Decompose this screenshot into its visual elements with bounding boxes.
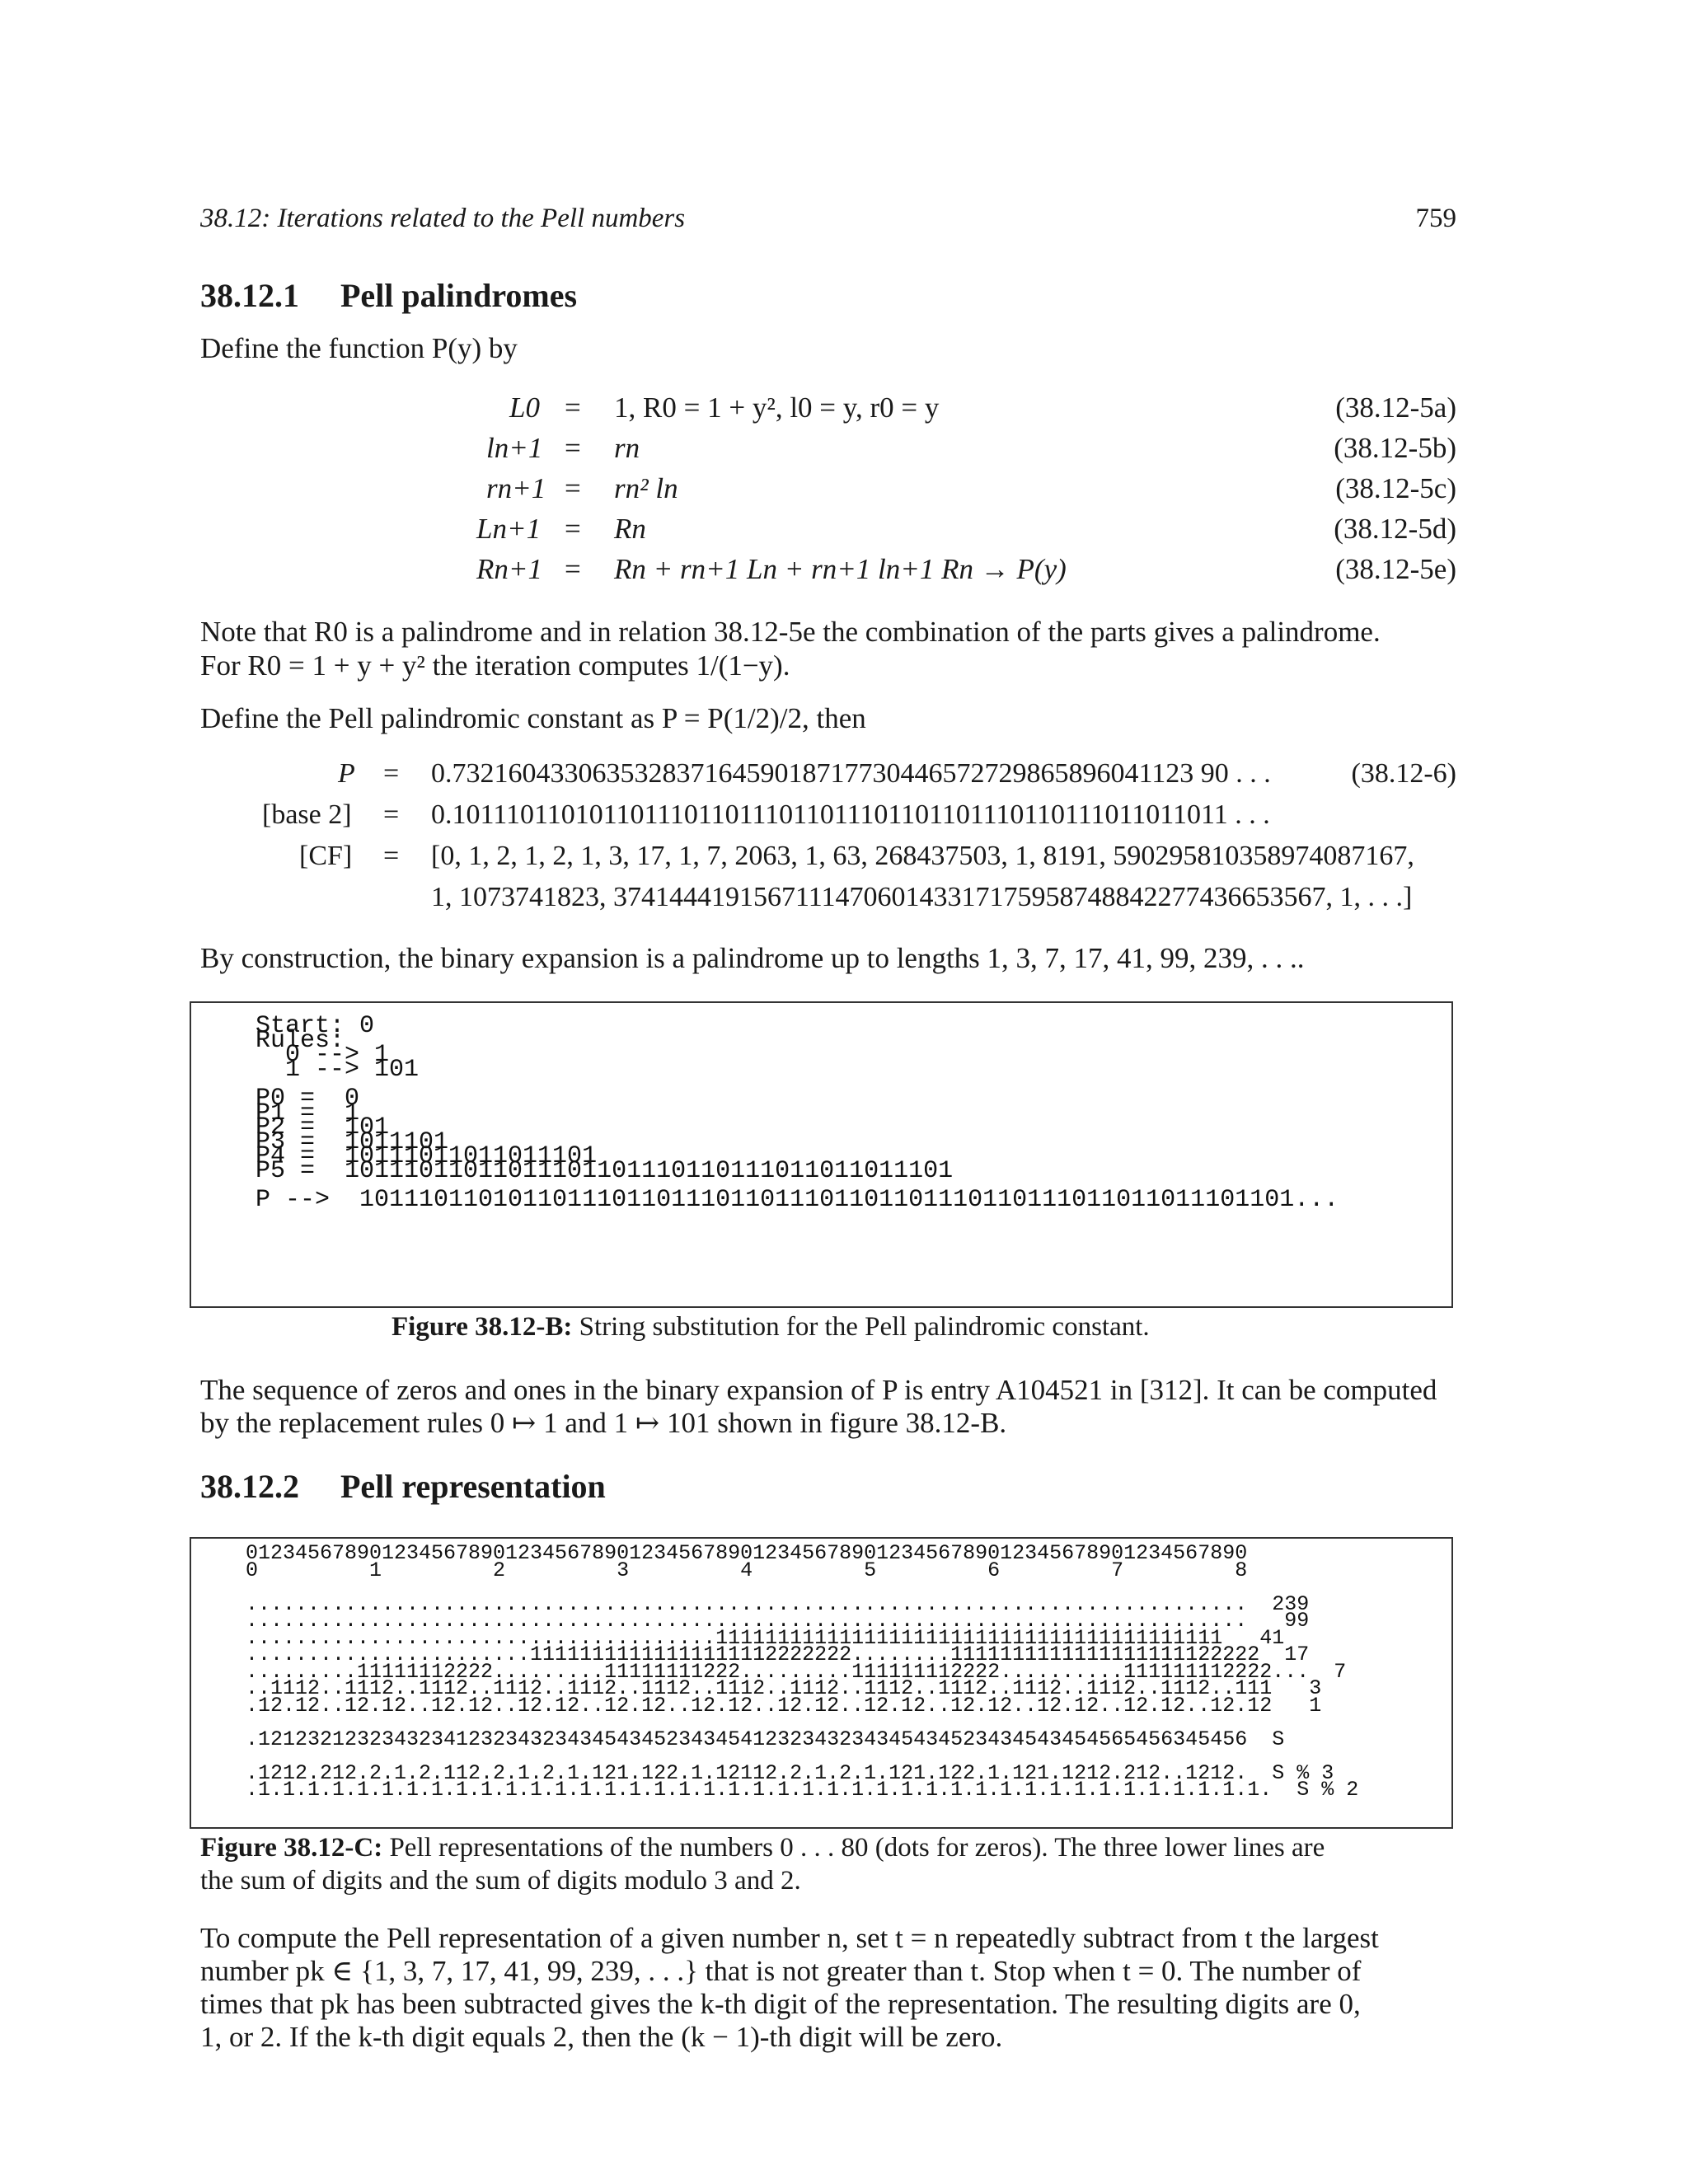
constant-value: [0, 1, 2, 1, 2, 1, 3, 17, 1, 7, 2063, 1, 63, 268437503, 1, 8191, 590295810358974087167, [431, 841, 1414, 871]
section-title: Pell representation [340, 1468, 606, 1505]
equation-row [0, 553, 1688, 591]
constant-value: 0.101110110101101110110111011011101101101110110111011011011 . . . [431, 799, 1270, 830]
figure-c-caption [200, 1831, 1325, 1897]
construction-text: By construction, the binary expansion is a palindrome up to lengths 1, 3, 7, 17, 41, 99, 239, . . .. [200, 942, 1305, 974]
note-line-1: Note that R0 is a palindrome and in relation 38.12-5e the combination of the parts gives a palindrome. [200, 616, 1381, 648]
constant-value: 0.73216043306353283716459018717730446572729865896041123 90 . . . [431, 758, 1271, 789]
after-figure-b-line-2: by the replacement rules 0 ↦ 1 and 1 ↦ 101 shown in figure 38.12-B. [200, 1407, 1007, 1439]
equation-row [0, 391, 1688, 429]
equation-rhs: Rn [614, 513, 646, 545]
equation-rhs: rn² ln [614, 472, 678, 504]
equation-tag: (38.12-5c) [1335, 472, 1456, 504]
equals-sign: = [565, 472, 581, 504]
equals-sign: = [565, 432, 581, 464]
equals-sign: = [565, 553, 581, 585]
equals-sign: = [383, 799, 400, 830]
section-number: 38.12.1 [200, 277, 299, 314]
constant-label: P [338, 758, 355, 789]
section-title: Pell palindromes [340, 277, 578, 314]
caption-text: Pell representations of the numbers 0 . . . 80 (dots for zeros). The three lower lines are [389, 1833, 1325, 1863]
equation-tag: (38.12-6) [1351, 758, 1456, 789]
caption-label: Figure 38.12-B: [392, 1312, 573, 1342]
paragraph-line: number pk ∈ {1, 3, 7, 17, 41, 99, 239, . . .} that is not greater than t. Stop when t = 0. The number of [200, 1955, 1362, 1987]
equation-lhs: rn+1 [486, 472, 546, 504]
caption-line-1 [200, 1831, 1325, 1864]
equation-rhs: rn [614, 432, 640, 464]
caption-label: Figure 38.12-C: [200, 1833, 383, 1863]
note-line-2: For R0 = 1 + y + y² the iteration computes 1/(1−y). [200, 649, 790, 682]
final-paragraph [200, 1922, 1379, 2054]
equation-tag: (38.12-5e) [1335, 553, 1456, 585]
constant-value: 1, 1073741823, 374144419156711147060143317175958748842277436653567, 1, . . .] [431, 882, 1413, 912]
constant-row-cf [0, 841, 1688, 879]
constant-row-cf-cont [0, 882, 1688, 920]
running-head: 38.12: Iterations related to the Pell numbers [200, 204, 686, 233]
equation-row [0, 472, 1688, 510]
section-heading-1 [200, 276, 577, 315]
section-heading-2 [200, 1467, 606, 1506]
after-figure-b-line-1: The sequence of zeros and ones in the binary expansion of P is entry A104521 in [312]. It can be computed [200, 1374, 1437, 1406]
equation-tag: (38.12-5b) [1334, 432, 1456, 464]
figure-b-box [190, 1001, 1453, 1308]
paragraph-line: times that pk has been subtracted gives the k-th digit of the representation. The resulting digits are 0, [200, 1988, 1361, 2020]
caption-line-2: the sum of digits and the sum of digits modulo 3 and 2. [200, 1866, 801, 1896]
constant-label: [base 2] [262, 799, 352, 830]
constant-row-base2 [0, 799, 1688, 837]
figure-c-box [190, 1537, 1453, 1829]
equation-row [0, 432, 1688, 470]
intro-text: Define the function P(y) by [200, 332, 518, 364]
figure-c-code: 012345678901234567890123456789012345678901234567890123456789012345678901234567890 0 1 2 3 4 5 6 7 8 ................................................................................. 239 ................................................................................. 99 ......................................11111111111111111111111111111111111111111 41 .......................11111111111111111112222222........1111111111111111111122222 17 .........11111112222.........11111111222.........111111112222..........111111112222... 7 ..1112..1112..1112..1112..1112..1112..1112..1112..1112..1112..1112..1112..1112..111 3 .12.12..12.12..12.12..12.12..12.12..12.12..12.12..12.12..12.12..12.12..12.12..12.12 1 .12123212323432341232343234345434523434541232343234345434523434543454565456345456 S .1212.212.2.1.2.112.2.1.2.1.121.122.1.12112.2.1.2.1.121.122.1.121.1212.212..1212. S % 3 .1.1.1.1.1.1.1.1.1.1.1.1.1.1.1.1.1.1.1.1.1.1.1.1.1.1.1.1.1.1.1.1.1.1.1.1.1.1.1.1.1. S % 2 [246, 1541, 1359, 1802]
define-constant-text: Define the Pell palindromic constant as P = P(1/2)/2, then [200, 702, 866, 734]
equation-rhs: Rn + rn+1 Ln + rn+1 ln+1 Rn → P(y) [614, 553, 1067, 585]
equation-tag: (38.12-5a) [1335, 391, 1456, 424]
paragraph-line: 1, or 2. If the k-th digit equals 2, then the (k − 1)-th digit will be zero. [200, 2021, 1003, 2053]
equation-lhs: Ln+1 [476, 513, 542, 545]
equals-sign: = [565, 513, 581, 545]
section-number: 38.12.2 [200, 1468, 299, 1505]
figure-b-code: Start: 0 Rules: 0 --> 1 1 --> 101 P0 = 0 P1 = 1 P2 = 101 P3 = 1011101 P4 = 10111011011011101 P5 = 10111011011011101101110110111011011011101 P --> 101110110101101110110111011011101101101110110111011011011101101... [256, 1012, 1339, 1215]
equation-lhs: L0 [509, 391, 540, 424]
equals-sign: = [565, 391, 581, 424]
equals-sign: = [383, 841, 400, 871]
equals-sign: = [383, 758, 400, 789]
figure-b-caption [392, 1310, 1150, 1343]
paragraph-line: To compute the Pell representation of a given number n, set t = n repeatedly subtract from t the largest [200, 1922, 1379, 1954]
equation-rhs: 1, R0 = 1 + y², l0 = y, r0 = y [614, 391, 940, 424]
page-number: 759 [1415, 204, 1456, 233]
equation-lhs: Rn+1 [476, 553, 542, 585]
equation-lhs: ln+1 [486, 432, 543, 464]
equation-tag: (38.12-5d) [1334, 513, 1456, 545]
caption-text: String substitution for the Pell palindromic constant. [579, 1312, 1150, 1342]
constant-row-p [0, 758, 1688, 796]
equation-row [0, 513, 1688, 551]
constant-label: [CF] [299, 841, 353, 871]
